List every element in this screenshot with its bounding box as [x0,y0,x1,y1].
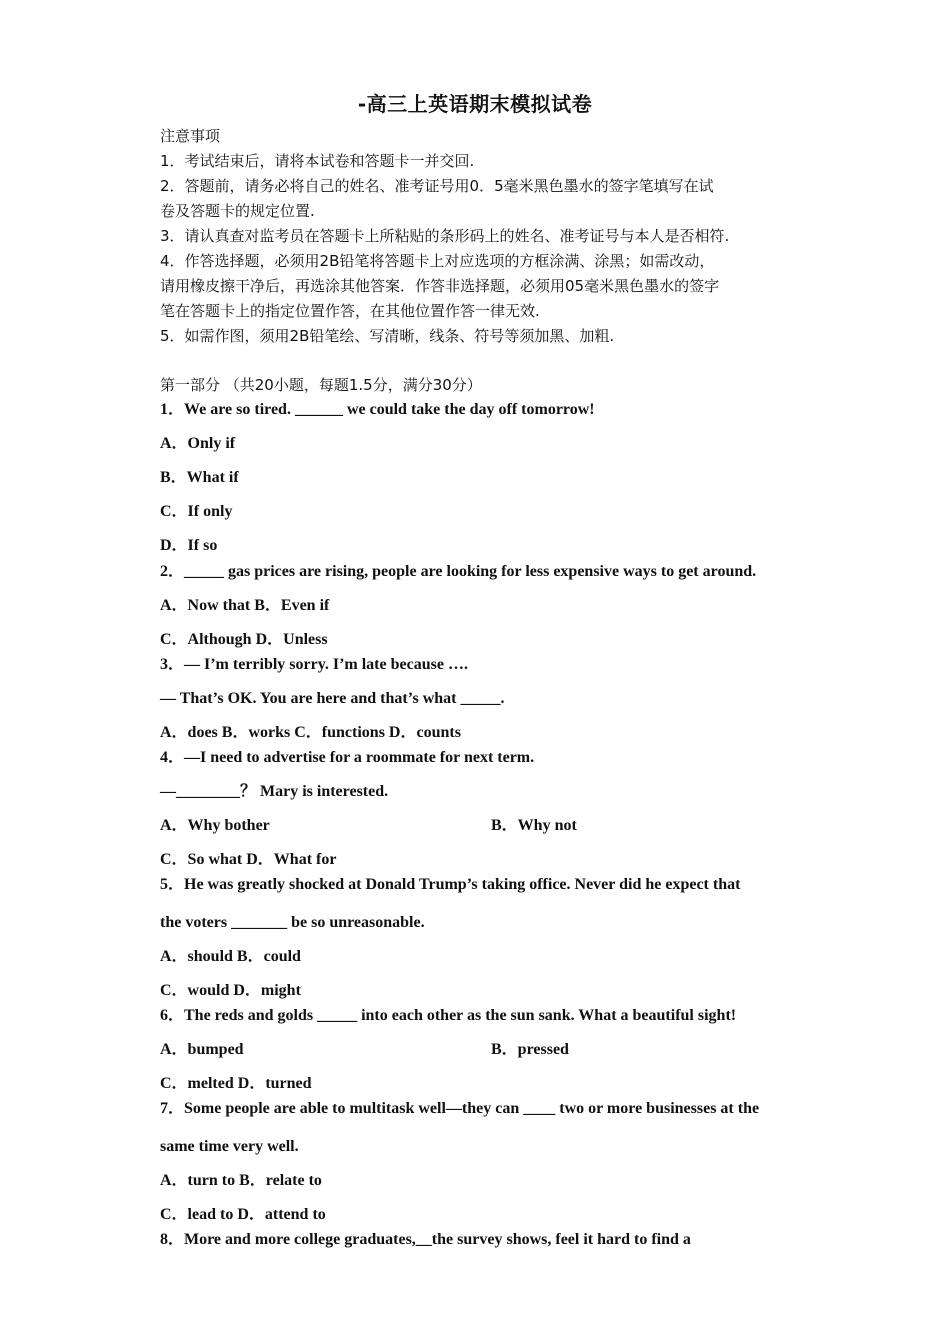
question-4-stem-reply: —________？ Mary is interested. [160,783,389,800]
question-3-stem-reply: — That’s OK. You are here and that’s what _____. [160,690,505,707]
question-1-option-b: B．What if [160,469,239,486]
question-6-option-b: B．pressed [491,1041,569,1058]
question-7-stem: 7．Some people are able to multitask well—they can ____ two or more businesses at the [160,1100,760,1117]
question-2-stem: 2．_____ gas prices are rising, people are looking for less expensive ways to get around. [160,563,757,580]
question-1-option-a: A．Only if [160,435,236,452]
question-4-options-cd: C．So what D．What for [160,851,337,868]
question-5-options-cd: C．would D．might [160,982,301,999]
question-6-option-a: A．bumped [160,1041,244,1058]
question-1-stem: 1．We are so tired. ______ we could take the day off tomorrow! [160,401,595,418]
notice-line-8: 5．如需作图，须用2B铅笔绘、写清晰，线条、符号等须加黑、加粗. [160,327,615,345]
section-heading: 第一部分 （共20小题，每题1.5分，满分30分） [160,376,482,394]
page-title: -高三上英语期末模拟试卷 [357,92,593,116]
question-1-option-c: C．If only [160,503,233,520]
question-5-options-ab: A．should B．could [160,948,301,965]
question-5-stem-cont: the voters _______ be so unreasonable. [160,914,425,931]
notice-line-2: 2．答题前，请务必将自己的姓名、准考证号用0．5毫米黑色墨水的签字笔填写在试 [160,177,714,195]
question-2-options-cd: C．Although D．Unless [160,631,328,648]
notice-line-5: 4．作答选择题，必须用2B铅笔将答题卡上对应选项的方框涂满、涂黑；如需改动， [160,252,715,270]
notice-heading: 注意事项 [160,127,221,145]
question-7-options-ab: A．turn to B．relate to [160,1172,322,1189]
question-1-option-d: D．If so [160,537,218,554]
question-5-stem: 5．He was greatly shocked at Donald Trump’s taking office. Never did he expect that [160,876,741,893]
question-7-options-cd: C．lead to D．attend to [160,1206,326,1223]
question-2-options-ab: A．Now that B．Even if [160,597,330,614]
notice-line-3: 卷及答题卡的规定位置. [160,202,315,220]
question-6-stem: 6．The reds and golds _____ into each other as the sun sank. What a beautiful sight! [160,1007,737,1024]
question-6-options-cd: C．melted D．turned [160,1075,312,1092]
notice-line-1: 1．考试结束后，请将本试卷和答题卡一并交回. [160,152,475,170]
notice-line-4: 3．请认真查对监考员在答题卡上所粘贴的条形码上的姓名、准考证号与本人是否相符. [160,227,730,245]
question-4-option-a: A．Why bother [160,817,270,834]
question-8-stem: 8．More and more college graduates,__the survey shows, feel it hard to find a [160,1231,691,1248]
question-3-options: A．does B．works C．functions D．counts [160,724,461,741]
question-3-stem: 3．— I’m terribly sorry. I’m late because …. [160,656,468,673]
question-4-option-b: B．Why not [491,817,577,834]
notice-line-6: 请用橡皮擦干净后，再选涂其他答案．作答非选择题，必须用05毫米黑色墨水的签字 [160,277,720,295]
question-7-stem-cont: same time very well. [160,1138,299,1155]
question-4-stem: 4．—I need to advertise for a roommate for next term. [160,749,535,766]
notice-line-7: 笔在答题卡上的指定位置作答，在其他位置作答一律无效. [160,302,540,320]
